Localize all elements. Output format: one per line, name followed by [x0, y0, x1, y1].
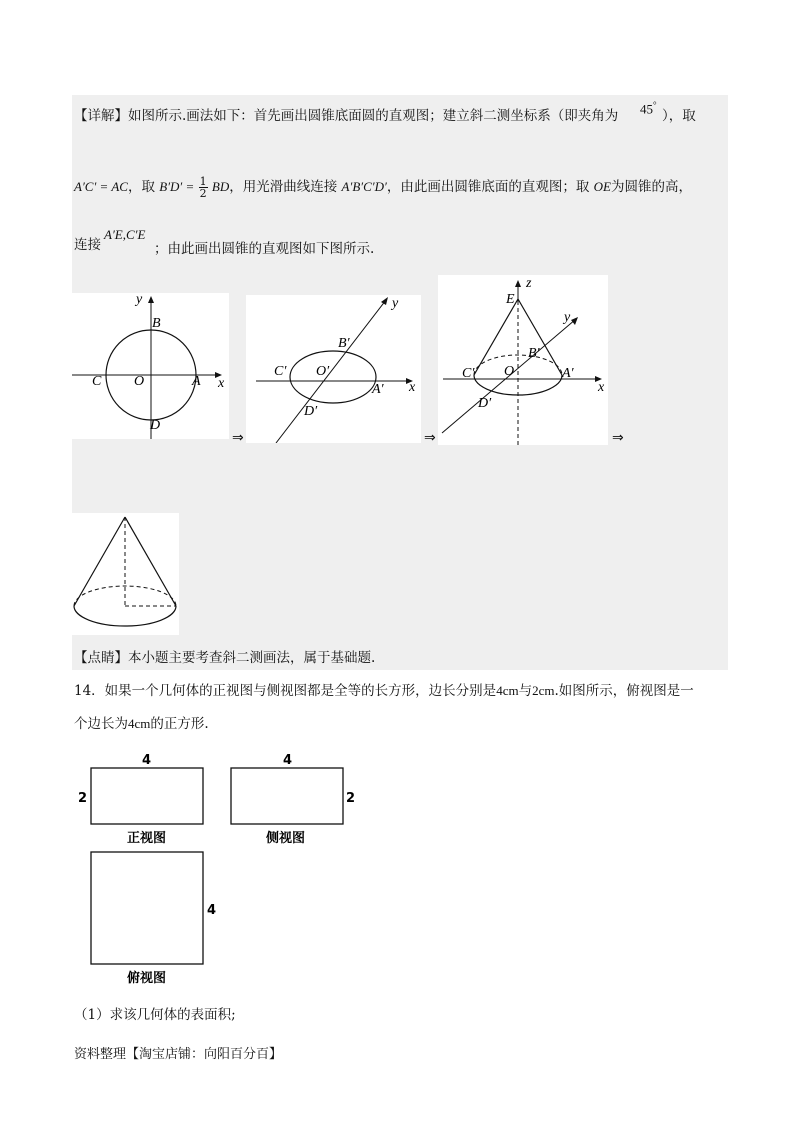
top-view-caption: 俯视图: [127, 971, 167, 986]
label-z: z: [526, 276, 532, 291]
label-o: O: [504, 364, 515, 379]
label-a-prime: A′: [372, 382, 384, 397]
front-view-top-dim: 4: [142, 753, 152, 768]
label-o: O: [134, 374, 145, 389]
label-y: y: [136, 293, 143, 307]
detail-line-1-end: ），取: [662, 108, 696, 124]
top-view-rect: [91, 852, 203, 964]
problem-14-line-1: 14．如果一个几何体的正视图与侧视图都是全等的长方形，边长分别是4cm与2cm.如图所示，俯视图是一: [74, 683, 694, 699]
detail-line-2: A′C′ = AC，取 B′D′ = $\frac{1}{2}$ BD，用光滑曲线连接 A′B′C′D′，由此画出圆锥底面的直观图；取 OE为圆锥的高，: [74, 175, 692, 200]
front-view-rect: [91, 768, 203, 824]
three-views-diagram: [70, 750, 370, 990]
label-x: x: [409, 380, 416, 395]
label-b: B: [152, 316, 161, 331]
arrow-1: ⇒: [232, 430, 244, 446]
front-view-side-dim: 2: [78, 791, 88, 806]
front-view-caption: 正视图: [127, 831, 167, 846]
side-view-caption: 侧视图: [266, 831, 306, 846]
side-view-side-dim: 2: [346, 791, 356, 806]
label-c-prime: C′: [274, 364, 287, 379]
label-c: C: [92, 374, 102, 389]
side-view-rect: [231, 768, 343, 824]
detail-line-3-end: ；由此画出圆锥的直观图如下图所示.: [154, 241, 375, 257]
side-view-top-dim: 4: [283, 753, 293, 768]
detail-line-1: 【详解】如图所示.画法如下：首先画出圆锥底面圆的直观图；建立斜二测坐标系（即夹角为: [74, 108, 619, 124]
label-o-prime: O′: [316, 364, 330, 379]
top-view-side-dim: 4: [207, 903, 217, 918]
footer: 资料整理【淘宝店铺：向阳百分百】: [74, 1047, 283, 1062]
arrow-3: ⇒: [612, 430, 624, 446]
figure-ellipse: [246, 295, 421, 443]
label-d-prime: D′: [304, 404, 318, 419]
label-a: A: [192, 374, 201, 389]
angle-45: 45°: [640, 100, 657, 117]
question-1: （1）求该几何体的表面积;: [74, 1007, 236, 1023]
figure-circle: [72, 293, 229, 439]
detail-line-3: 连接: [74, 237, 101, 253]
figure-cone-axes: [438, 275, 608, 445]
problem-14-line-2: 个边长为4cm的正方形.: [74, 716, 209, 732]
final-cone-diagram: [72, 513, 179, 635]
label-x: x: [598, 380, 605, 395]
points-ae-ce: A′E,C′E: [104, 227, 146, 242]
ellipse-diagram: [246, 295, 421, 443]
label-c-prime: C′: [462, 366, 475, 381]
arrow-2: ⇒: [424, 430, 436, 446]
figure-final-cone: [72, 513, 179, 635]
label-b-prime: B′: [338, 336, 350, 351]
fraction-one-half: $\frac{1}{2}$: [199, 175, 207, 200]
label-a-prime: A′: [562, 366, 574, 381]
comment-line: 【点睛】本小题主要考查斜二测画法，属于基础题.: [74, 650, 376, 666]
label-y: y: [392, 296, 399, 311]
label-x: x: [218, 376, 225, 391]
cone-axes-diagram: [438, 275, 608, 445]
label-d: D: [150, 418, 161, 433]
label-b-prime: B′: [528, 346, 540, 361]
label-y: y: [564, 310, 571, 325]
circle-diagram: [72, 293, 229, 439]
label-d-prime: D′: [478, 396, 492, 411]
label-e: E: [506, 292, 515, 307]
